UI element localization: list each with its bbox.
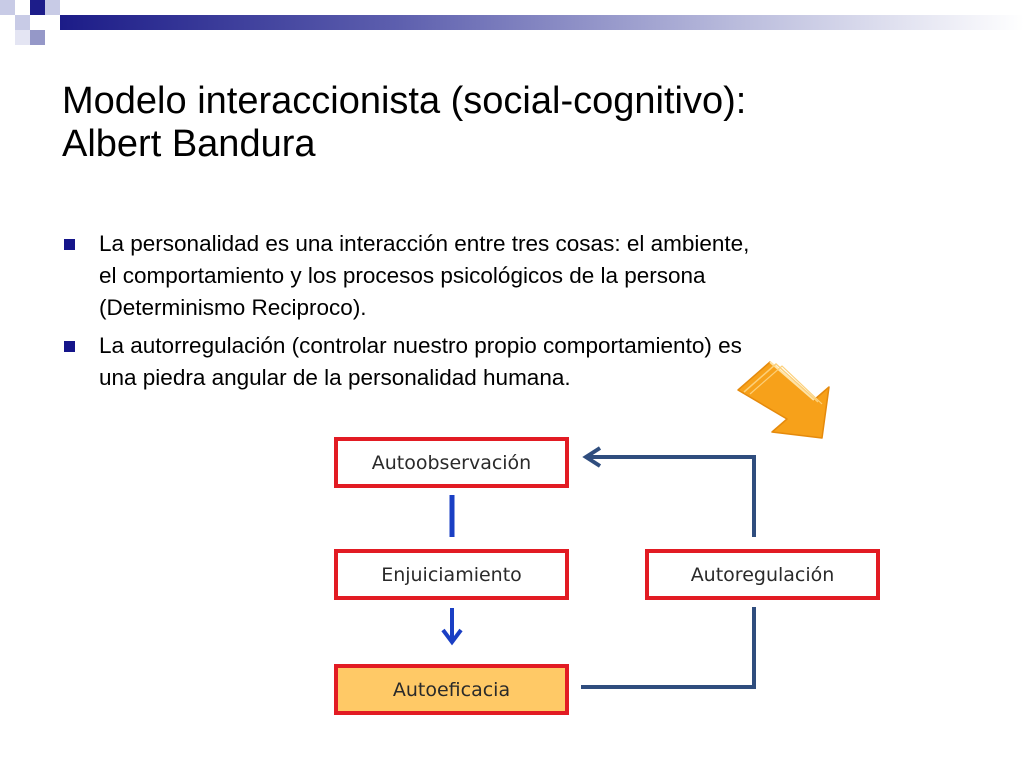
bullet-text-line: La personalidad es una interacción entre tres cosas: el ambiente, [99,231,750,256]
connector-efi-reg [581,607,754,687]
slide-title [62,80,962,166]
header-decoration-square [15,30,30,45]
header-decoration-square [0,0,15,15]
header-decoration-square [30,0,45,15]
node-enjuiciamiento [334,549,569,600]
connector-reg-obs [588,457,754,537]
arrow-left-icon [586,448,600,466]
header-gradient-bar [60,15,1024,30]
node-label: Autoeficacia [392,678,511,701]
slide-title-line-1: Modelo interaccionista (social-cognitivo): [62,80,747,122]
node-label: Enjuiciamiento [381,563,522,586]
arrow-down-icon [443,608,461,642]
square-bullet-icon [64,239,75,250]
bullet-text-line: La autorregulación (controlar nuestro propio comportamiento) es [99,333,742,358]
bullet-list [62,228,962,400]
node-autoregulacion [645,549,880,600]
node-autoeficacia [334,664,569,715]
header-decoration-square [15,15,30,30]
bullet-item [62,330,962,394]
node-label: Autoobservación [371,451,532,474]
node-label: Autoregulación [690,563,835,586]
header-decoration-square [30,30,45,45]
node-autoobservacion [334,437,569,488]
bullet-text-line: una piedra angular de la personalidad humana. [99,365,571,390]
bullet-item [62,228,962,324]
square-bullet-icon [64,341,75,352]
bullet-text-line: el comportamiento y los procesos psicológicos de la persona [99,263,706,288]
header-decoration-square [45,0,60,15]
slide-title-line-2: Albert Bandura [62,123,316,165]
bullet-text-line: (Determinismo Reciproco). [99,295,367,320]
